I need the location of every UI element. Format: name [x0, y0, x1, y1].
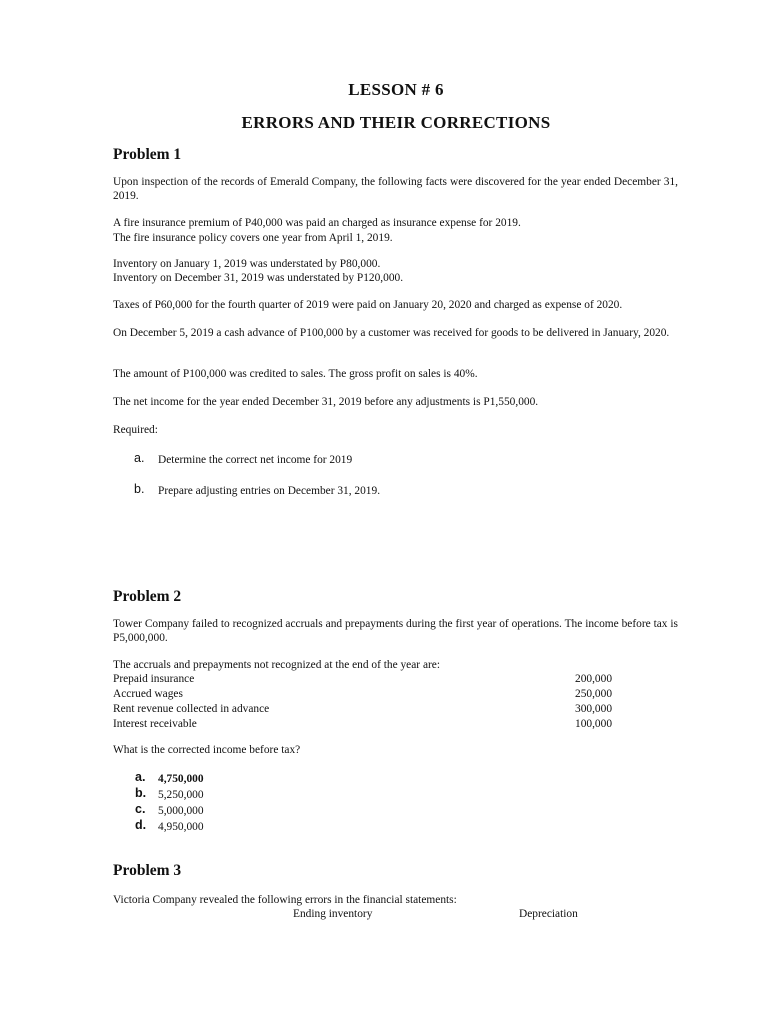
- problem-1-fact-5: The amount of P100,000 was credited to sales. The gross profit on sales is 40%.: [113, 368, 478, 380]
- accrual-item-amount: 250,000: [575, 688, 613, 700]
- column-header-depreciation: Depreciation: [519, 908, 578, 920]
- choice-d-text: 4,950,000: [158, 821, 204, 833]
- lesson-title: LESSON # 6: [348, 80, 444, 99]
- subject-title: ERRORS AND THEIR CORRECTIONS: [241, 113, 551, 132]
- problem-1-fact-2-line-2: Inventory on December 31, 2019 was understated by P120,000.: [113, 272, 404, 284]
- accrual-item-amount: 100,000: [575, 718, 613, 730]
- choice-b-marker: b.: [135, 786, 147, 800]
- problem-2-list-intro: The accruals and prepayments not recognized at the end of the year are:: [113, 659, 441, 671]
- problem-1-fact-4: On December 5, 2019 a cash advance of P100,000 by a customer was received for goods to be delivered in January, 2020.: [113, 327, 670, 339]
- choice-c-text: 5,000,000: [158, 805, 204, 817]
- requirement-a-marker: a.: [134, 451, 145, 465]
- accrual-item-label: Rent revenue collected in advance: [113, 703, 270, 715]
- choice-d-marker: d.: [135, 818, 147, 832]
- choice-b-text: 5,250,000: [158, 789, 204, 801]
- problem-2-question: What is the corrected income before tax?: [113, 744, 301, 756]
- problem-3-heading: Problem 3: [113, 862, 182, 879]
- requirement-b-text: Prepare adjusting entries on December 31, 2019.: [158, 485, 381, 497]
- requirement-a-text: Determine the correct net income for 2019: [158, 454, 353, 466]
- problem-1-required-label: Required:: [113, 424, 158, 436]
- problem-2-intro: Tower Company failed to recognized accruals and prepayments during the first year of operations. The income before tax is P5,000,000.: [113, 618, 678, 644]
- problem-1-fact-1-line-1: A fire insurance premium of P40,000 was paid an charged as insurance expense for 2019.: [113, 217, 521, 229]
- accrual-item-amount: 200,000: [575, 673, 613, 685]
- problem-1-fact-1-line-2: The fire insurance policy covers one year from April 1, 2019.: [113, 232, 393, 244]
- problem-1-intro: Upon inspection of the records of Emerald Company, the following facts were discovered for the year ended December 31, 2019.: [113, 176, 678, 202]
- problem-3-intro: Victoria Company revealed the following errors in the financial statements:: [113, 894, 457, 906]
- choice-c-marker: c.: [135, 802, 146, 816]
- choice-a-marker: a.: [135, 770, 146, 784]
- column-header-ending-inventory: Ending inventory: [293, 908, 373, 920]
- problem-2-heading: Problem 2: [113, 588, 182, 605]
- accrual-item-amount: 300,000: [575, 703, 613, 715]
- accrual-item-label: Prepaid insurance: [113, 673, 195, 685]
- problem-1-heading: Problem 1: [113, 146, 182, 163]
- problem-1-fact-6: The net income for the year ended December 31, 2019 before any adjustments is P1,550,000.: [113, 396, 539, 408]
- accrual-item-label: Accrued wages: [113, 688, 183, 700]
- requirement-b-marker: b.: [134, 482, 145, 496]
- choice-a-text: 4,750,000: [158, 773, 204, 785]
- problem-1-fact-2-line-1: Inventory on January 1, 2019 was understated by P80,000.: [113, 258, 381, 270]
- problem-1-fact-3: Taxes of P60,000 for the fourth quarter of 2019 were paid on January 20, 2020 and charged as expense of 2020.: [113, 299, 623, 311]
- accrual-item-label: Interest receivable: [113, 718, 197, 730]
